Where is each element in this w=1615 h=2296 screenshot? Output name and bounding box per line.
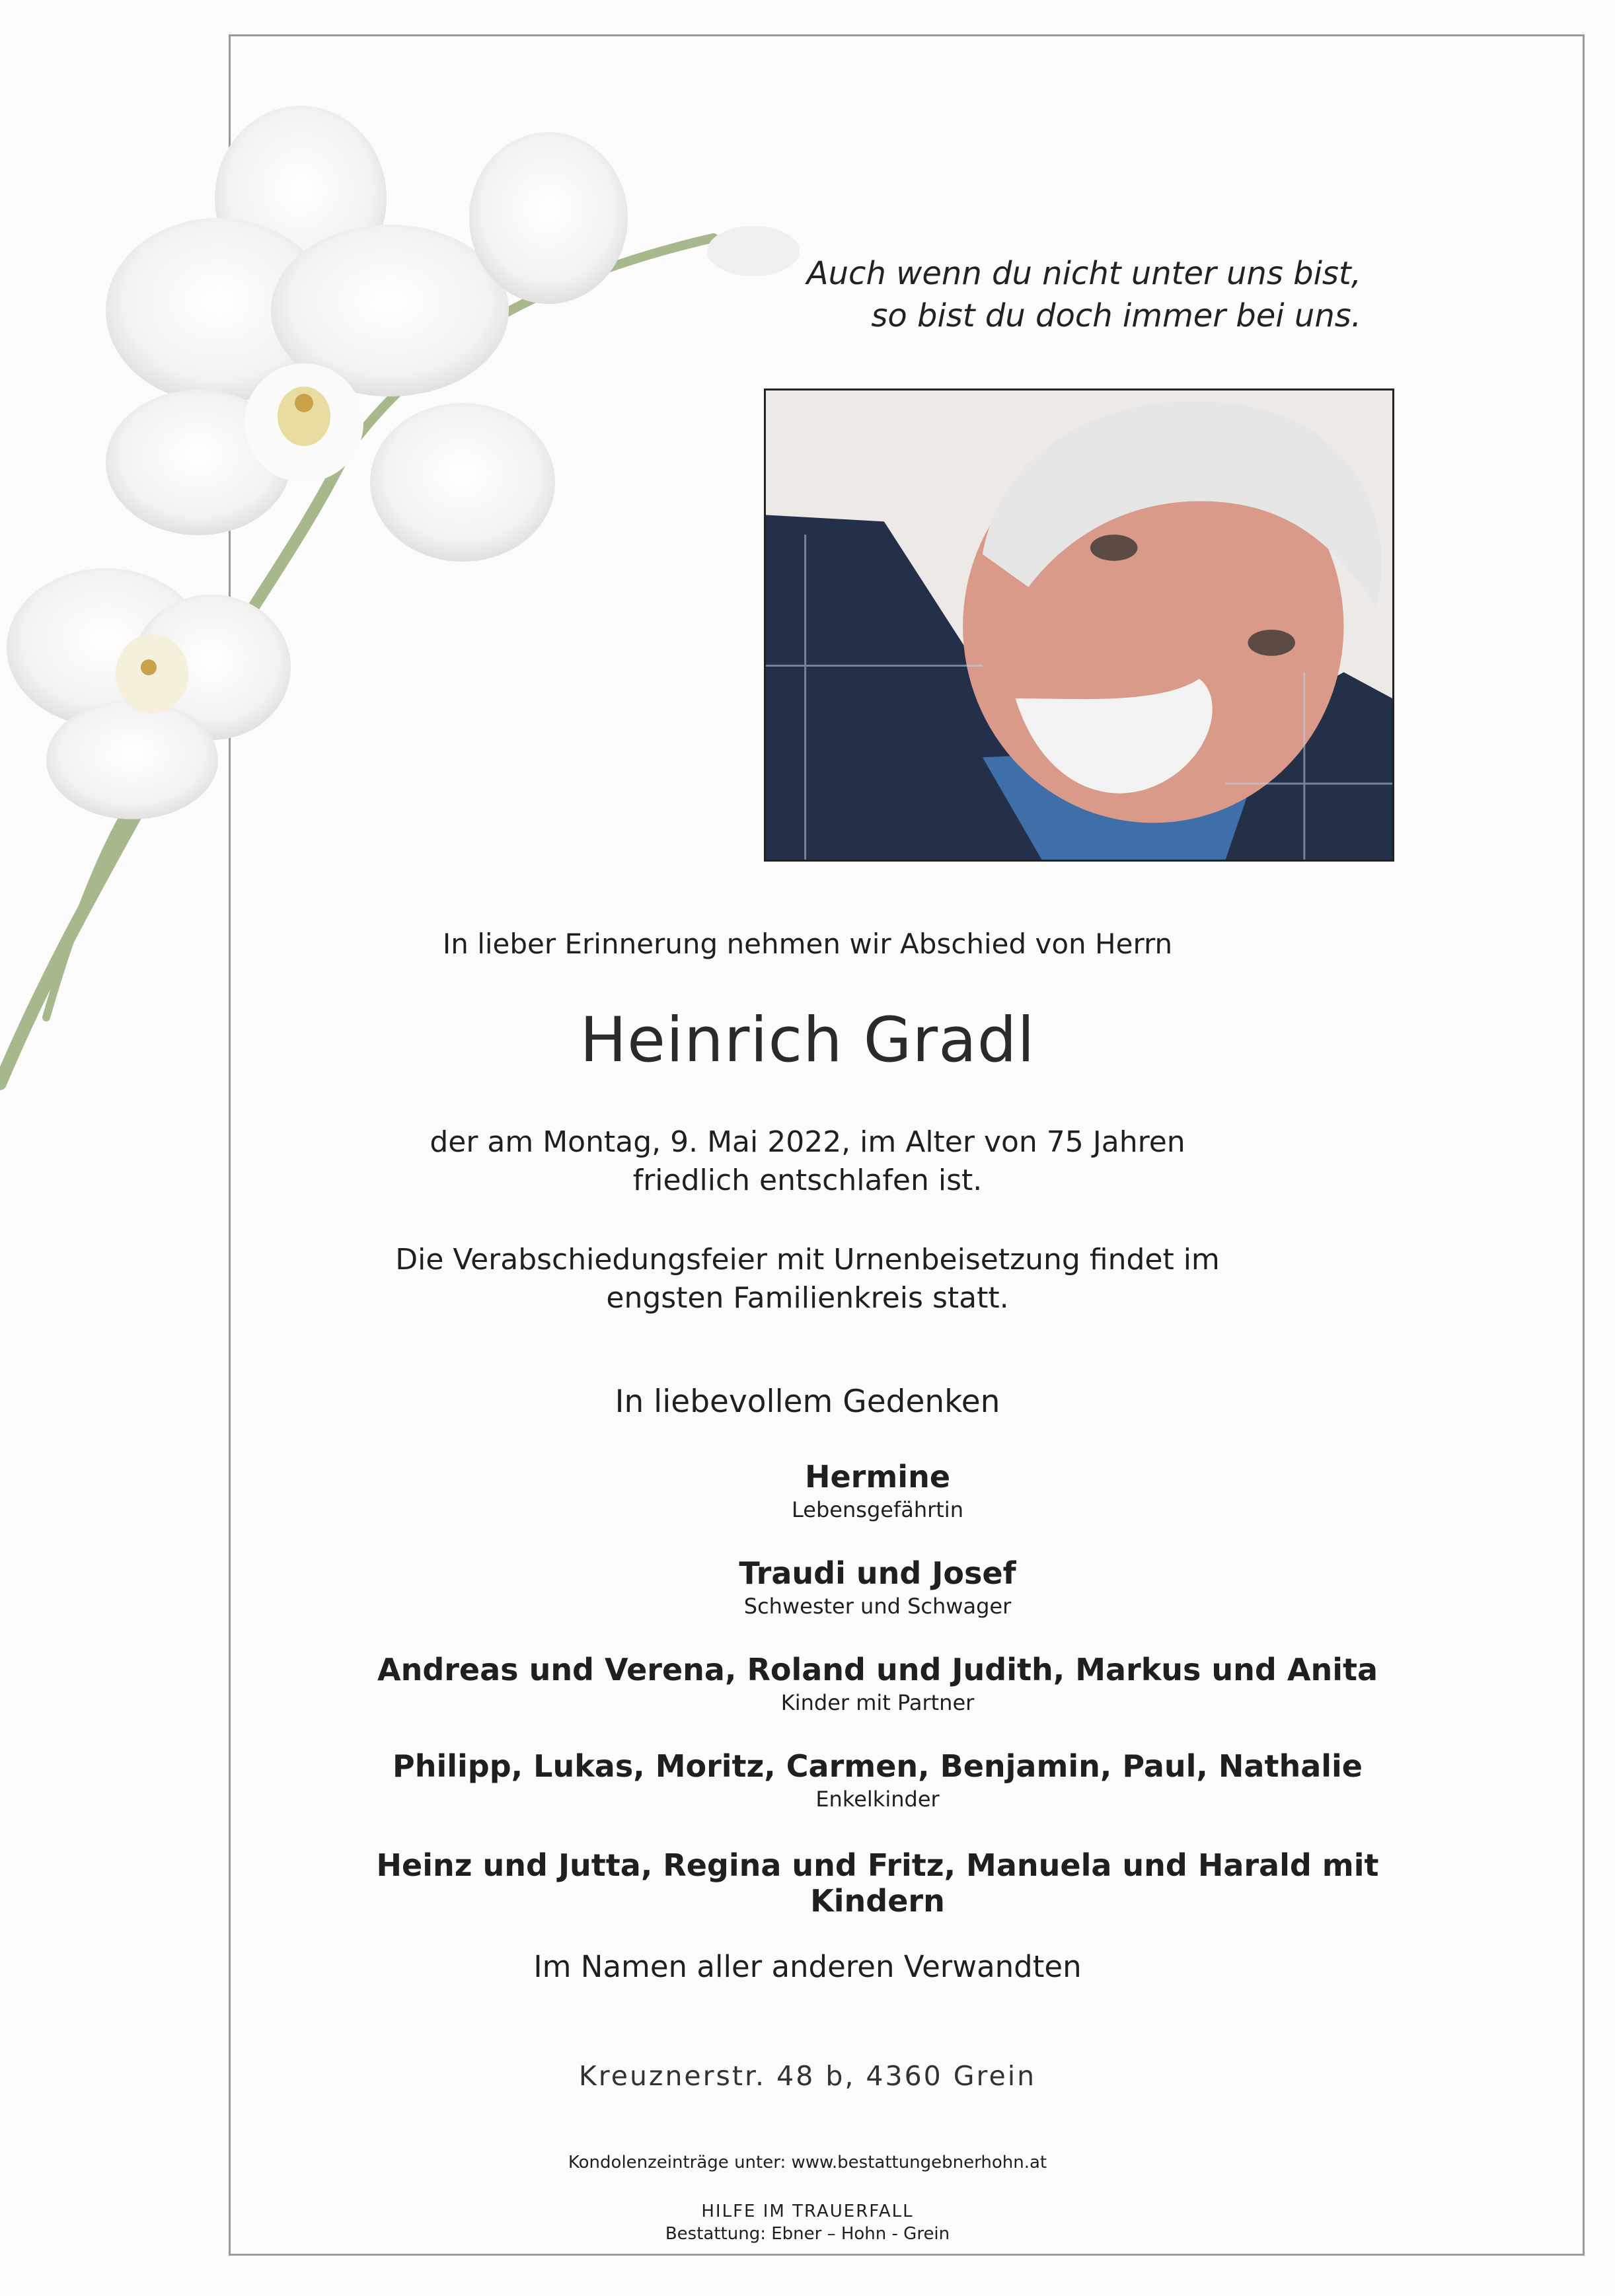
mourner-entry	[330, 1459, 1425, 1522]
ceremony-notice	[0, 1241, 1615, 1317]
mourner-name: Traudi und Josef	[739, 1555, 1016, 1591]
deceased-name: Heinrich Gradl	[580, 1004, 1035, 1076]
funeral-home: Bestattung: Ebner – Hohn - Grein	[665, 2224, 950, 2244]
address: Kreuznerstr. 48 b, 4360 Grein	[578, 2060, 1037, 2092]
memory-heading: In liebevollem Gedenken	[615, 1384, 1000, 1420]
portrait-photo	[764, 389, 1394, 862]
mourner-entry	[330, 1652, 1425, 1715]
condolence-link[interactable]: Kondolenzeinträge unter: www.bestattungebnerhohn.at	[568, 2153, 1047, 2172]
mourner-name: Andreas und Verena, Roland und Judith, Markus und Anita	[377, 1652, 1378, 1687]
orchid-flower-small	[7, 568, 291, 819]
ceremony-line-2: engsten Familienkreis statt.	[606, 1281, 1009, 1315]
mourner-entry	[330, 1748, 1425, 1812]
mourner-relation: Kinder mit Partner	[780, 1690, 975, 1715]
ceremony-line-1: Die Verabschiedungsfeier mit Urnenbeisetzung findet im	[395, 1243, 1220, 1277]
quote	[767, 252, 1361, 337]
mourner-relation: Enkelkinder	[815, 1787, 940, 1812]
mourner-name: Philipp, Lukas, Moritz, Carmen, Benjamin, Paul, Nathalie	[393, 1748, 1363, 1784]
orchid-buds	[469, 132, 800, 304]
intro-text: In lieber Erinnerung nehmen wir Abschied von Herrn	[442, 928, 1173, 960]
death-line-2: friedlich entschlafen ist.	[632, 1164, 983, 1197]
death-line-1: der am Montag, 9. Mai 2022, im Alter von 75 Jahren	[430, 1125, 1185, 1159]
mourner-entry	[330, 1847, 1425, 1919]
quote-line-2: so bist du doch immer bei uns.	[871, 297, 1361, 334]
mourner-name: Hermine	[804, 1459, 951, 1495]
mourner-entry	[330, 1555, 1425, 1619]
mourner-relation: Schwester und Schwager	[743, 1594, 1012, 1619]
death-notice	[0, 1123, 1615, 1200]
mourner-relation: Lebensgefährtin	[792, 1497, 963, 1522]
others-line: Im Namen aller anderen Verwandten	[533, 1949, 1082, 1984]
mourner-name: Heinz und Jutta, Regina und Fritz, Manuela und Harald mit Kindern	[376, 1847, 1379, 1919]
quote-line-1: Auch wenn du nicht unter uns bist,	[806, 255, 1361, 292]
help-title: HILFE IM TRAUERFALL	[701, 2202, 914, 2221]
